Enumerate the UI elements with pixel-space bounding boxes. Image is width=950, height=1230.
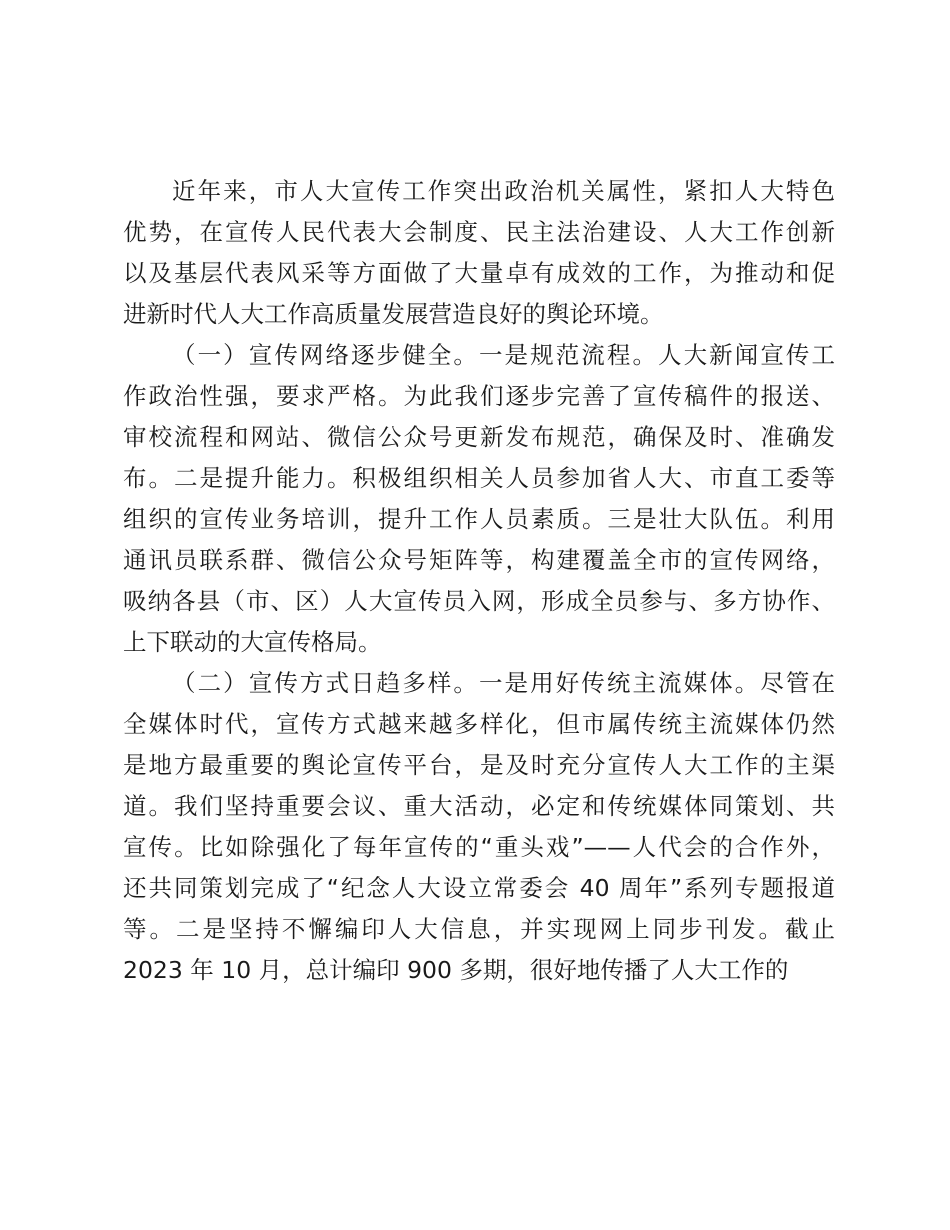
paragraph-intro	[123, 171, 835, 335]
paragraph-section-1	[123, 335, 835, 663]
text-line: 以及基层代表风采等方面做了大量卓有成效的工作，为推动和促	[123, 259, 835, 287]
text-line: 布。二是提升能力。积极组织相关人员参加省人大、市直工委等	[123, 464, 835, 492]
text-line: 还共同策划完成了“纪念人大设立常委会 40 周年”系列专题报道	[123, 874, 835, 902]
text-line: 作政治性强，要求严格。为此我们逐步完善了宣传稿件的报送、	[123, 382, 835, 410]
text-line: 是地方最重要的舆论宣传平台，是及时充分宣传人大工作的主渠	[123, 751, 835, 779]
text-line: 2023 年 10 月，总计编印 900 多期，很好地传播了人大工作的	[123, 956, 789, 984]
text-line: 全媒体时代，宣传方式越来越多样化，但市属传统主流媒体仍然	[123, 710, 835, 738]
paragraph-section-2	[123, 663, 835, 991]
text-line: 近年来，市人大宣传工作突出政治机关属性，紧扣人大特色	[172, 177, 835, 205]
section-heading-line: （二）宣传方式日趋多样。一是用好传统主流媒体。尽管在	[172, 669, 835, 697]
text-line: 上下联动的大宣传格局。	[123, 628, 382, 656]
text-line: 组织的宣传业务培训，提升工作人员素质。三是壮大队伍。利用	[123, 505, 835, 533]
text-line: 吸纳各县（市、区）人大宣传员入网，形成全员参与、多方协作、	[123, 587, 835, 615]
text-line: 优势，在宣传人民代表大会制度、民主法治建设、人大工作创新	[123, 218, 835, 246]
document-body	[123, 171, 835, 991]
text-line: 审校流程和网站、微信公众号更新发布规范，确保及时、准确发	[123, 423, 835, 451]
section-heading-line: （一）宣传网络逐步健全。一是规范流程。人大新闻宣传工	[172, 341, 835, 369]
text-line: 宣传。比如除强化了每年宣传的“重头戏”——人代会的合作外，	[123, 833, 835, 861]
text-line: 等。二是坚持不懈编印人大信息，并实现网上同步刊发。截止	[123, 915, 835, 943]
text-line: 道。我们坚持重要会议、重大活动，必定和传统媒体同策划、共	[123, 792, 835, 820]
text-line: 进新时代人大工作高质量发展营造良好的舆论环境。	[123, 300, 664, 328]
text-line: 通讯员联系群、微信公众号矩阵等，构建覆盖全市的宣传网络，	[123, 546, 835, 574]
